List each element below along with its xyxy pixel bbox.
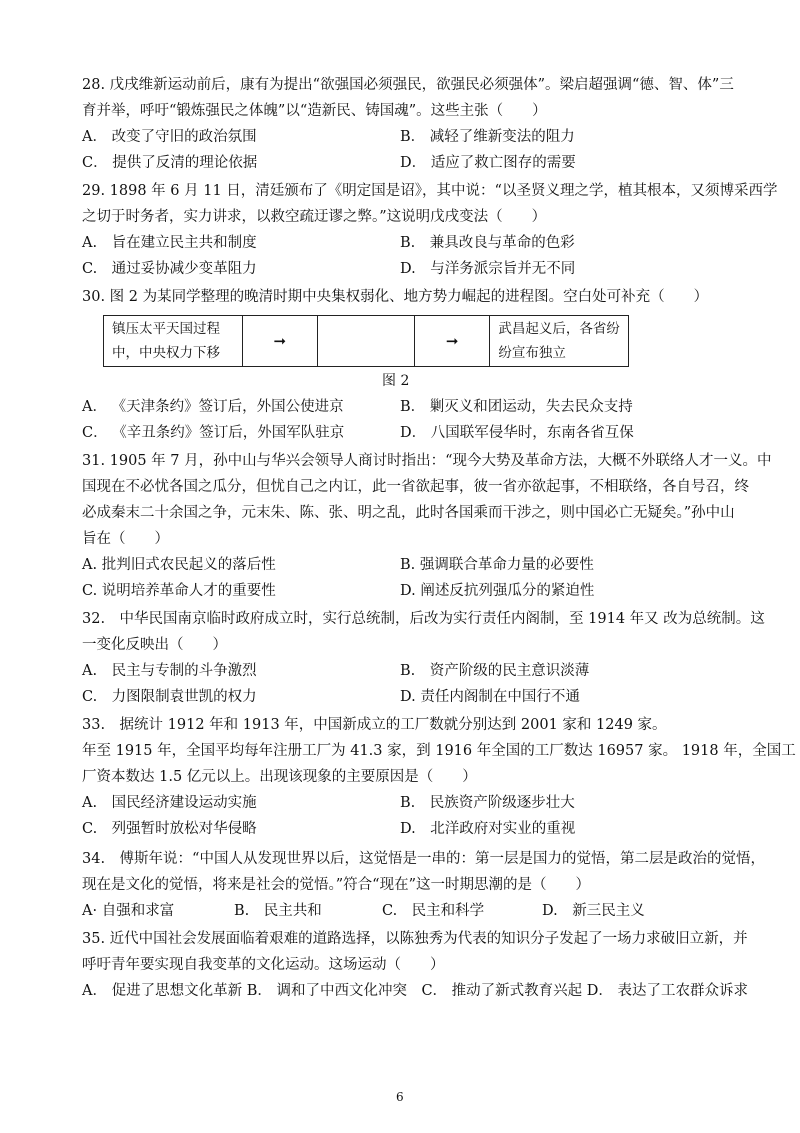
page-number: 6 [396,1090,404,1104]
option-row [82,150,722,176]
question-stem: 29. 1898 年 6 月 11 日，清廷颁布了《明定国是诏》，其中说：“以圣贤义理之学，植其根本，又须博采西学 [82,183,778,199]
option-d[interactable]: D. 北洋政府对实业的重视 [400,821,576,837]
option-row [82,898,722,924]
question-stem: 之切于时务者，实力讲求，以救空疏迂谬之弊。”这说明戊戌变法（ ） [82,209,547,225]
arrow-right-icon: ➞ [415,316,490,367]
option-row [82,816,722,842]
option-c[interactable]: C. 民主和科学 [382,903,485,919]
question-32 [82,606,765,710]
option-a[interactable]: A· 自强和求富 [82,903,175,919]
option-b[interactable]: B． 减轻了维新变法的阻力 [400,129,575,145]
option-row [82,394,722,420]
question-stem: 28. 戊戌维新运动前后，康有为提出“欲强国必须强民，欲强民必须强体”。梁启超强调“德、智、体”三 [82,77,734,93]
question-stem: 35. 近代中国社会发展面临着艰难的道路选择，以陈独秀为代表的知识分子发起了一场力求破旧立新，并 [82,931,748,947]
option-a[interactable]: A. 民主与专制的斗争激烈 [82,663,257,679]
question-stem: 31. 1905 年 7 月，孙中山与华兴会领导人商讨时指出：“现今大势及革命方法，大概不外联络人才一义。中 [82,453,772,469]
question-35 [82,926,748,1004]
option-row [82,684,722,710]
question-stem: 年至 1915 年，全国平均每年注册工厂为 41.3 家，到 1916 年全国的工厂数达 16957 家。 1918 年，全国工 [82,743,796,759]
option-row [82,230,722,256]
option-c[interactable]: C. 说明培养革命人才的重要性 [82,583,276,599]
question-29 [82,178,778,282]
option-b[interactable]: B. 强调联合革命力量的必要性 [400,557,594,573]
flow-box-start: 镇压太平天国过程中，中央权力下移 [104,316,243,367]
option-d[interactable]: D． 适应了救亡图存的需要 [400,155,576,171]
question-31 [82,448,772,604]
figure-caption: 图 2 [382,373,410,389]
option-row [82,658,722,684]
flow-box-blank [317,316,414,367]
option-row [82,578,722,604]
question-28 [82,72,734,176]
option-row [82,552,722,578]
question-stem: 旨在（ ） [82,531,169,547]
question-stem: 呼吁青年要实现自我变革的文化运动。这场运动（ ） [82,957,445,973]
option-c[interactable]: C． 《辛丑条约》签订后，外国军队驻京 [82,425,345,441]
question-stem: 国现在不必忧各国之瓜分，但忧自己之内讧，此一省欲起事，彼一省亦欲起事，不相联络，各自号召，终 [82,479,749,495]
option-row [82,256,722,282]
option-a[interactable]: A. 批判旧式农民起义的落后性 [82,557,276,573]
option-c[interactable]: C． 提供了反清的理论依据 [82,155,258,171]
option-b[interactable]: B. 民族资产阶级逐步壮大 [400,795,575,811]
option-a[interactable]: A． 改变了守旧的政治氛围 [82,129,257,145]
question-stem: 32. 中华民国南京临时政府成立时，实行总统制，后改为实行责任内阁制，至 1914 年又 改为总统制。这 [82,611,765,627]
option-row [82,124,722,150]
option-d[interactable]: D. 新三民主义 [542,903,645,919]
question-stem: 育并举，呼吁“锻炼强民之体魄”以“造新民、铸国魂”。这些主张（ ） [82,103,547,119]
option-row [82,420,722,446]
arrow-right-icon: ➞ [242,316,317,367]
question-30 [82,284,722,310]
option-d[interactable]: D. 阐述反抗列强瓜分的紧迫性 [400,583,595,599]
question-34 [82,846,765,924]
option-d[interactable]: D. 与洋务派宗旨并无不同 [400,261,576,277]
option-b[interactable]: B． 剿灭义和团运动，失去民众支持 [400,399,633,415]
question-stem: 厂资本数达 1.5 亿元以上。出现该现象的主要原因是（ ） [82,769,477,785]
option-b[interactable]: B. 民主共和 [234,903,322,919]
process-diagram-table [103,315,629,367]
question-stem: 一变化反映出（ ） [82,637,227,653]
option-b[interactable]: B. 资产阶级的民主意识淡薄 [400,663,590,679]
option-a[interactable]: A. 旨在建立民主共和制度 [82,235,257,251]
question-stem: 33. 据统计 1912 年和 1913 年，中国新成立的工厂数就分别达到 2001 家和 1249 家。 [82,717,667,733]
flow-box-end: 武昌起义后，各省纷纷宣布独立 [490,316,629,367]
option-a[interactable]: A． 《天津条约》签订后，外国公使进京 [82,399,344,415]
option-row[interactable]: A． 促进了思想文化革新 B． 调和了中西文化冲突 C． 推动了新式教育兴起 D． 表达了工农群众诉求 [82,983,748,999]
question-stem: 必成秦末二十余国之争，元末朱、陈、张、明之乱，此时各国乘而干涉之，则中国必亡无疑矣。”孙中山 [82,505,735,521]
question-stem: 30. 图 2 为某同学整理的晚清时期中央集权弱化、地方势力崛起的进程图。空白处可补充（ ） [82,289,709,305]
option-row [82,790,722,816]
option-d[interactable]: D． 八国联军侵华时，东南各省互保 [400,425,634,441]
option-c[interactable]: C. 通过妥协减少变革阻力 [82,261,257,277]
option-c[interactable]: C. 力图限制袁世凯的权力 [82,689,257,705]
question-stem: 现在是文化的觉悟，将来是社会的觉悟。”符合“现在”这一时期思潮的是（ ） [82,877,590,893]
question-30-options [82,394,722,446]
option-c[interactable]: C. 列强暂时放松对华侵略 [82,821,257,837]
option-b[interactable]: B. 兼具改良与革命的色彩 [400,235,575,251]
question-33 [82,712,796,842]
option-d[interactable]: D. 责任内阁制在中国行不通 [400,689,580,705]
option-a[interactable]: A. 国民经济建设运动实施 [82,795,257,811]
question-stem: 34. 傅斯年说：“中国人从发现世界以后，这觉悟是一串的：第一层是国力的觉悟，第二层是政治的觉悟， [82,851,765,867]
